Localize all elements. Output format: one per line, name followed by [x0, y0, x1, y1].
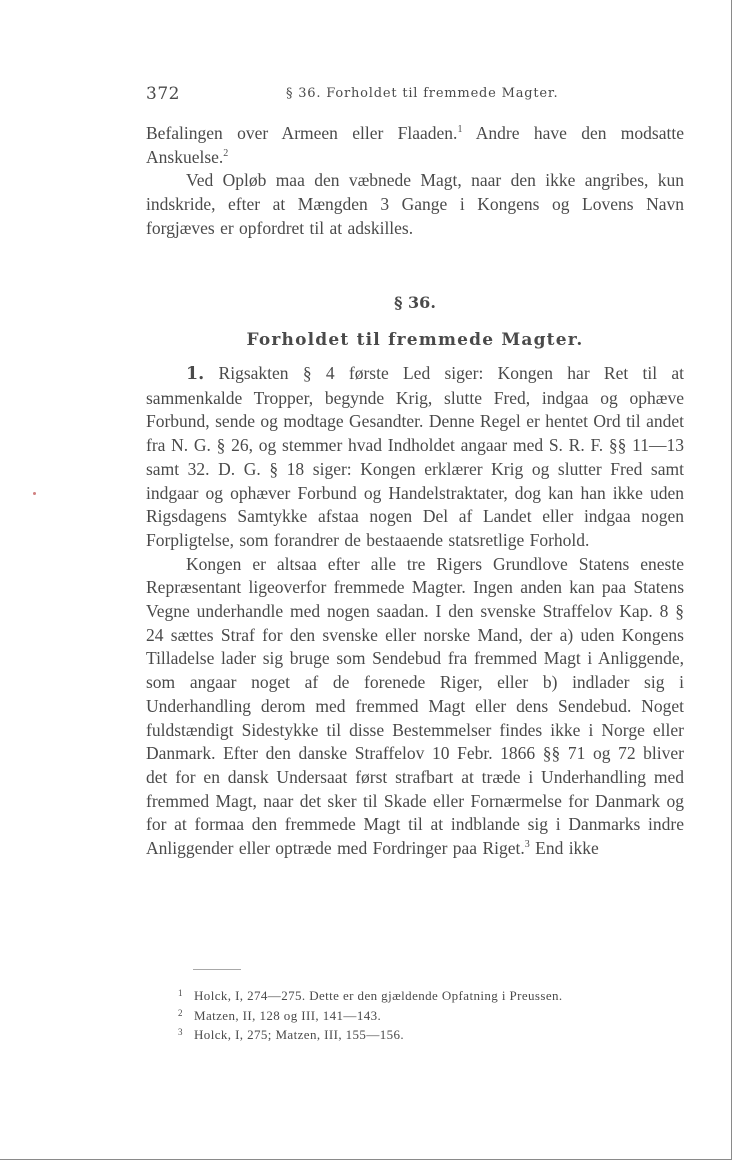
main-paragraph-2 — [146, 553, 684, 861]
intro-paragraph-1 — [146, 122, 684, 169]
main-paragraph-1-text: Rigsakten § 4 første Led siger: Kongen har Ret til at sammenkalde Tropper, begynde Krig, slutte Fred, indgaa og ophæve Forbund, sende og modtage Gesandter. Denne Regel er hentet Ord til andet fra N. G. § 26, og stemmer hvad Indholdet angaar med S. R. F. §§ 11—13 samt 32. D. G. § 18 siger: Kongen erklærer Krig og slutter Fred samt indgaar og ophæver Forbund og Handelstraktater, dog kan han ikke uden Rigsdagens Samtykke afstaa nogen Del af Landet eller indgaa nogen Forpligtelse, som forandrer de bestaaende statsretlige Forhold. — [146, 363, 684, 550]
footnotes — [178, 986, 678, 1045]
footnote-text: Holck, I, 275; Matzen, III, 155—156. — [194, 1027, 405, 1042]
intro-text-a: Befalingen over Armeen eller Flaaden. — [146, 123, 458, 143]
footnote-text: Holck, I, 274—275. Dette er den gjældende Opfatning i Preussen. — [194, 988, 563, 1003]
page-number: 372 — [146, 84, 180, 104]
intro-text-b: Andre have den modsatte Anskuelse. — [146, 123, 684, 167]
footnote-divider — [193, 969, 241, 970]
main-paragraph-2-text-b: End ikke — [529, 838, 599, 859]
page-header — [146, 84, 686, 108]
scan-speck — [33, 492, 36, 495]
main-paragraph-2-text-a: Kongen er altsaa efter alle tre Rigers Grundlove Statens eneste Repræsentant ligeoverfor fremmede Magter. Ingen anden kan paa Statens Vegne underhandle med nogen saadan. I den svenske Straffelov Kap. 8 § 24 sættes Straf for den svenske eller norske Mand, der a) uden Kongens Tilladelse lader sig bruge som Sendebud fra fremmed Magt i Anliggende, som angaar noget af de forenede Riger, eller b) indlader sig i Underhandling derom med fremmed Magt eller dens Sendebud. Noget fuldstændigt Sidestykke til disse Bestemmelser findes ikke i Norge eller Danmark. Efter den danske Straffelov 10 Febr. 1866 §§ 71 og 72 bliver det for en dansk Undersaat først strafbart at træde i Underhandling med fremmed Magt, naar det sker til Skade eller Fornærmelse for Danmark og for at formaa den fremmede Magt til at indblande sig i Danmarks indre Anliggender eller optræde med Fordringer paa Riget. — [146, 553, 684, 859]
main-paragraph-1 — [146, 362, 684, 553]
footnote-number: 3 — [178, 1027, 183, 1037]
footnote-2 — [178, 1006, 678, 1026]
intro-text-block — [146, 122, 684, 241]
intro-paragraph-2: Ved Opløb maa den væbnede Magt, naar den ikke angribes, kun indskride, efter at Mængden 3 Gange i Kongens og Lovens Navn forgjæves er opfordret til at adskilles. — [146, 170, 684, 238]
footnote-number: 2 — [178, 1007, 183, 1018]
footnote-ref-1: 1 — [457, 124, 463, 136]
footnote-number: 1 — [178, 988, 183, 998]
section-number: § 36. — [394, 293, 436, 312]
paragraph-number: 1. — [186, 364, 205, 384]
running-title: § 36. Forholdet til fremmede Magter. — [286, 86, 559, 101]
footnote-ref-2: 2 — [223, 147, 229, 159]
footnote-3 — [178, 1025, 678, 1045]
footnote-text: Matzen, II, 128 og III, 141—143. — [194, 1007, 382, 1023]
footnote-1 — [178, 986, 678, 1006]
footnote-ref-3: 3 — [524, 839, 530, 851]
main-text-block — [146, 362, 684, 861]
section-title: Forholdet til fremmede Magter. — [246, 330, 584, 350]
